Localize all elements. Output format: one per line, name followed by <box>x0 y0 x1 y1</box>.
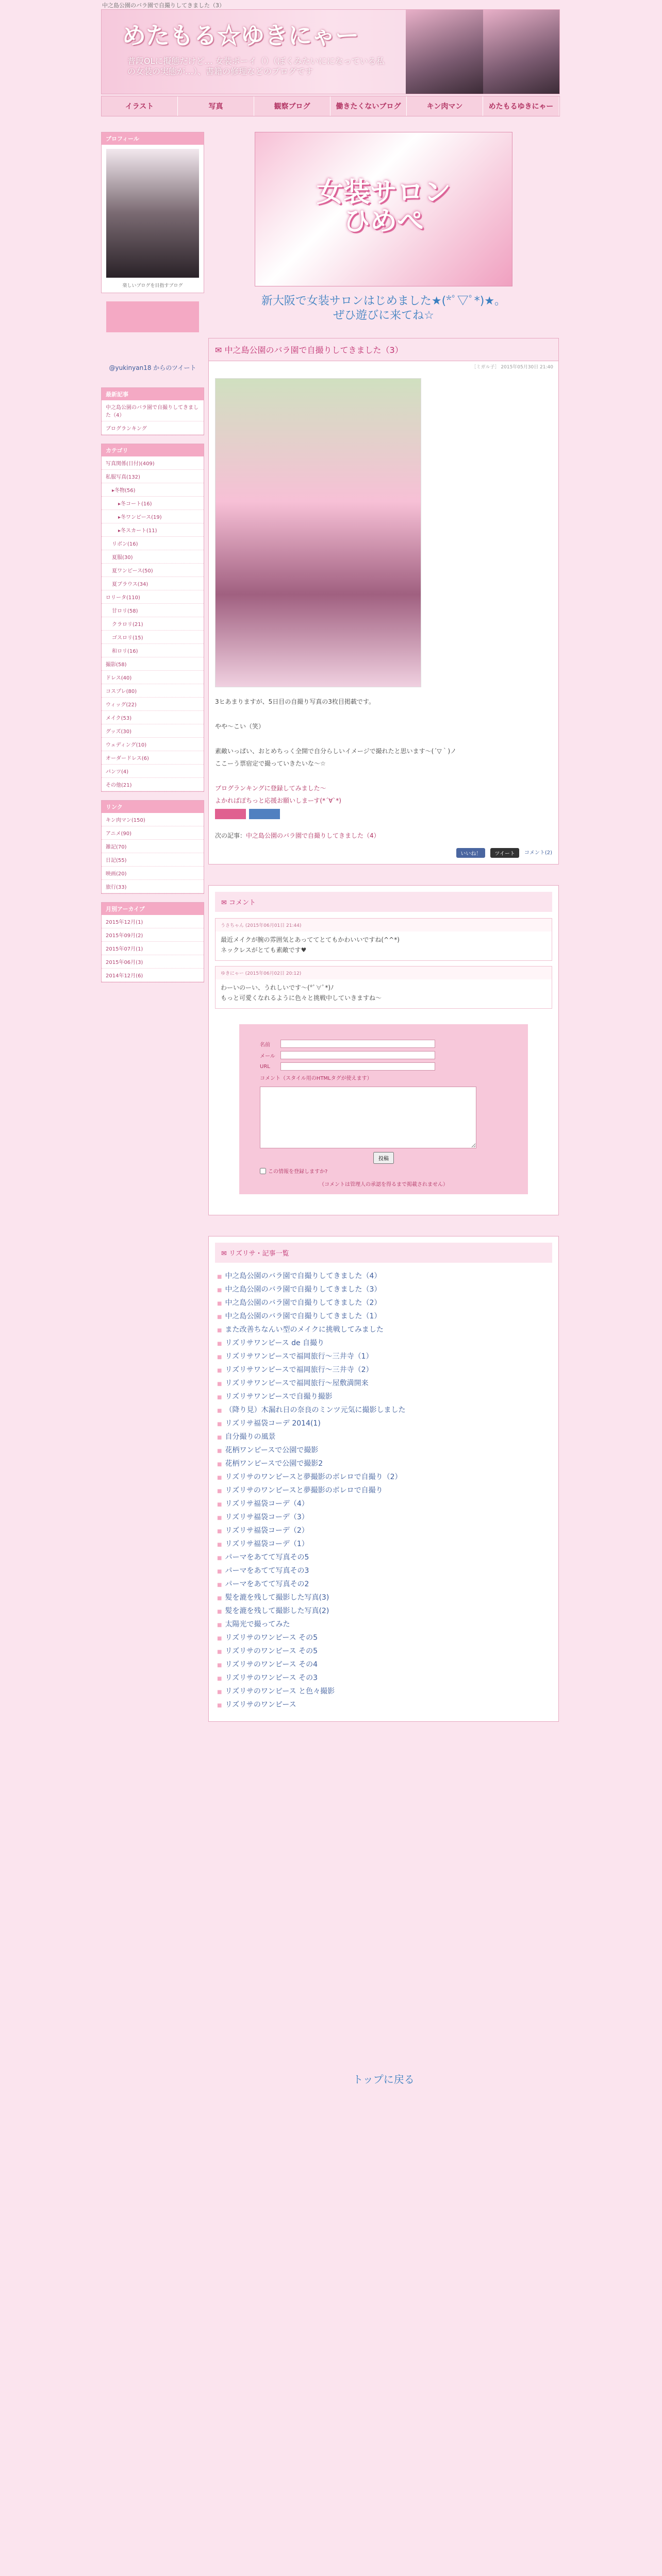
related-post-link[interactable]: ■ リズリサワンピースで福岡旅行〜三井寺（1） <box>209 1349 558 1363</box>
tweet-button[interactable]: ツイート <box>490 848 519 858</box>
sidebar-link[interactable]: 写真関係(日付)(409) <box>102 456 204 470</box>
page-tagline: 中之島公園のバラ園で自撮りしてきました（3） <box>102 2 225 9</box>
twitter-link[interactable]: @yukinyan18 からのツイート <box>109 364 196 371</box>
post-paragraph: 3ヒあまりますが、5日目の自撮り写真の3枚目掲載です。 <box>215 698 375 705</box>
banner-line-2: ぜひ遊びに来てね☆ <box>333 309 434 322</box>
nav-item-2[interactable]: 観察ブログ <box>254 96 330 116</box>
sidebar <box>101 132 204 991</box>
sidebar-link[interactable]: リボン(16) <box>102 537 204 550</box>
comment-body: わーいのーい、うれしいです〜(*ﾟ∀ﾟ*)ﾉ もっと可愛くなれるように色々と挑戦中していきますね〜 <box>221 984 382 1002</box>
sidebar-box <box>101 387 204 435</box>
related-post-link[interactable]: ■ 髪を漉を残して撮影した写真(2) <box>209 1604 558 1617</box>
related-heading: ✉ リズリサ・記事一覧 <box>215 1243 552 1263</box>
sidebar-box-heading: カテゴリ <box>102 444 204 456</box>
comments-heading-text: コメント <box>229 899 256 907</box>
comment <box>215 918 552 961</box>
sidebar-link[interactable]: アニメ(90) <box>102 826 204 840</box>
sidebar-link[interactable]: ゴスロリ(15) <box>102 631 204 644</box>
url-input[interactable] <box>280 1062 435 1071</box>
sidebar-link[interactable]: ロリータ(110) <box>102 590 204 604</box>
sidebar-box-heading: 月別アーカイブ <box>102 903 204 915</box>
comment-body: 最近メイクが腕の雰囲気とあっててとてもかわいいですね(^^*) ネックレスがとても素敵です♥ <box>221 936 400 954</box>
nav-item-3[interactable]: 働きたくないブログ <box>330 96 407 116</box>
related-post-link[interactable]: ■ また改善ちなんい型のメイクに挑戦してみました <box>209 1323 558 1336</box>
comments-link[interactable]: コメント(2) <box>524 850 552 856</box>
sidebar-link[interactable]: 甘ロリ(58) <box>102 604 204 617</box>
related-post-link[interactable]: ■ リズリサのワンピース その5 <box>209 1631 558 1644</box>
profile-photo <box>106 149 199 278</box>
mail-label: メール <box>260 1053 275 1059</box>
related-post-link[interactable]: ■ 中之島公園のバラ園で自撮りしてきました（4） <box>209 1269 558 1282</box>
comments-section <box>208 885 559 1215</box>
sidebar-link[interactable]: オーダードレス(6) <box>102 751 204 765</box>
nav-item-5[interactable]: めたもるゆきにゃー <box>483 96 559 116</box>
sidebar-link[interactable]: 日記(55) <box>102 853 204 867</box>
ranking-banner[interactable] <box>249 809 280 819</box>
related-post-link[interactable]: ■ リズリサワンピース de 自撮り <box>209 1336 558 1349</box>
post-meta: ［ミガル子］ 2015年05月30日 21:40 <box>471 365 553 370</box>
comment-label: コメント（スタイル用のHTMLタグが使えます） <box>260 1076 372 1081</box>
sidebar-link[interactable]: メイク(53) <box>102 711 204 724</box>
sidebar-box <box>101 902 204 982</box>
post <box>208 338 559 865</box>
related-post-link[interactable]: ■ 中之島公園のバラ園で自撮りしてきました（3） <box>209 1282 558 1296</box>
sidebar-link[interactable]: キン肉マン(150) <box>102 813 204 826</box>
related-post-link[interactable]: ■ リズリサのワンピース <box>209 1698 558 1711</box>
sidebar-link[interactable]: 夏ブラウス(34) <box>102 577 204 590</box>
post-photo <box>215 378 421 687</box>
sidebar-link[interactable]: ドレス(40) <box>102 671 204 684</box>
sidebar-link[interactable]: 旅行(33) <box>102 880 204 893</box>
like-button[interactable]: いいね！ <box>456 848 485 858</box>
back-to-top-link[interactable]: トップに戻る <box>353 2073 415 2086</box>
next-post-link[interactable]: 中之島公園のバラ園で自撮りしてきました（4） <box>246 832 380 839</box>
related-section <box>208 1236 559 1722</box>
sidebar-box <box>101 444 204 792</box>
comment-textarea[interactable] <box>260 1087 476 1148</box>
sidebar-link[interactable]: 私服写真(132) <box>102 470 204 483</box>
related-post-link[interactable]: ■ リズリサワンピースで福岡旅行〜屋敷満開来 <box>209 1376 558 1389</box>
post-paragraph: 素敵いっぱい、おとめちっく全開で自分らしいイメージで撮れたと思います〜(´▽｀)ノ <box>215 748 457 755</box>
sidebar-link[interactable]: 2015年07月(1) <box>102 942 204 955</box>
profile-caption: 楽しいブログを目指すブログ <box>122 283 183 289</box>
comment-form <box>239 1024 528 1194</box>
related-post-link[interactable]: ■ パーマをあてて写真その3 <box>209 1564 558 1577</box>
next-label: 次の記事： <box>215 832 246 839</box>
form-note: （コメントは管理人の承認を得るまで掲載されません） <box>319 1182 448 1188</box>
main-nav <box>101 96 560 116</box>
nav-item-1[interactable]: 写真 <box>178 96 254 116</box>
site-header <box>101 9 560 94</box>
sidebar-link[interactable]: ブログランキング <box>102 421 204 435</box>
related-post-link[interactable]: ■ 自分撮りの風景 <box>209 1430 558 1443</box>
sidebar-link[interactable]: ウェディング(10) <box>102 738 204 751</box>
sidebar-link[interactable]: 和ロリ(16) <box>102 644 204 657</box>
sidebar-link[interactable]: コスプレ(80) <box>102 684 204 698</box>
submit-button[interactable]: 投稿 <box>373 1152 394 1164</box>
nav-item-0[interactable]: イラスト <box>102 96 178 116</box>
related-post-link[interactable]: ■ リズリサのワンピースと夢撮影のボレロで自撮り <box>209 1483 558 1497</box>
sidebar-link[interactable]: 2014年12月(6) <box>102 969 204 982</box>
comments-heading: ✉ コメント <box>215 892 552 912</box>
remember-label: この情報を登録しますか? <box>268 1169 328 1175</box>
banner-line-1: 新大阪で女装サロンはじめました★(*ﾟ▽ﾟ*)★。 <box>261 295 506 308</box>
related-post-link[interactable]: ■ 髪を漉を残して撮影した写真(3) <box>209 1590 558 1604</box>
sidebar-banner[interactable] <box>106 301 199 332</box>
related-post-link[interactable]: ■ リズリサ福袋コーデ（1） <box>209 1537 558 1550</box>
sidebar-link[interactable]: ウィッグ(22) <box>102 698 204 711</box>
related-heading-text: リズリサ・記事一覧 <box>229 1250 289 1258</box>
related-post-link[interactable]: ■ パーマをあてて写真その2 <box>209 1577 558 1590</box>
main-content <box>208 132 559 1722</box>
related-post-link[interactable]: ■ リズリサ福袋コーデ（2） <box>209 1523 558 1537</box>
post-title-text: 中之島公園のバラ園で自撮りしてきました（3） <box>224 345 403 355</box>
sidebar-link[interactable]: 夏服(30) <box>102 550 204 564</box>
related-post-link[interactable]: ■ 花柄ワンピースで公園で撮影2 <box>209 1456 558 1470</box>
url-label: URL <box>260 1063 270 1070</box>
sidebar-box <box>101 800 204 894</box>
sidebar-link[interactable]: 夏ワンピース(50) <box>102 564 204 577</box>
sidebar-box-heading: 最新記事 <box>102 388 204 400</box>
sidebar-link[interactable]: 雑記(70) <box>102 840 204 853</box>
profile-heading: プロフィール <box>102 132 204 145</box>
sidebar-link[interactable]: クラロリ(21) <box>102 617 204 631</box>
site-logo[interactable]: めたもる☆ゆきにゃー <box>122 22 359 49</box>
mail-input[interactable] <box>280 1051 435 1059</box>
sidebar-link[interactable]: 撮影(58) <box>102 657 204 671</box>
related-post-link[interactable]: ■ リズリサ福袋コーデ（3） <box>209 1510 558 1523</box>
sidebar-link[interactable]: グッズ(30) <box>102 724 204 738</box>
sidebar-link[interactable]: 2015年12月(1) <box>102 915 204 928</box>
sidebar-link[interactable]: ▸冬スカート(11) <box>102 523 204 537</box>
banner-title: 女装サロン ひめぺ <box>316 177 451 237</box>
sidebar-box-heading: リンク <box>102 801 204 813</box>
sidebar-link[interactable]: 2015年06月(3) <box>102 955 204 969</box>
remember-checkbox[interactable] <box>260 1168 266 1174</box>
social-buttons <box>209 842 558 864</box>
ranking-text: よかればぽちっと応援お願いしまーす(*´∀`*) <box>215 797 341 804</box>
related-post-link[interactable]: ■ リズリサワンピースで福岡旅行〜三井寺（2） <box>209 1363 558 1376</box>
related-post-link[interactable]: ■ リズリサのワンピースと夢撮影のボレロで自撮り（2） <box>209 1470 558 1483</box>
related-post-link[interactable]: ■ 太陽光で撮ってみた <box>209 1617 558 1631</box>
related-post-link[interactable]: ■ リズリサのワンピース と色々撮影 <box>209 1684 558 1698</box>
related-post-link[interactable]: ■ リズリサのワンピース その5 <box>209 1644 558 1657</box>
related-post-link[interactable]: ■ パーマをあてて写真その5 <box>209 1550 558 1564</box>
related-post-link[interactable]: ■ リズリサ福袋コーデ 2014(1) <box>209 1416 558 1430</box>
ranking-link[interactable]: ブログランキングに登録してみました〜 <box>215 785 326 792</box>
sidebar-link[interactable]: 映画(20) <box>102 867 204 880</box>
comment <box>215 966 552 1009</box>
header-photo <box>483 10 560 94</box>
related-post-link[interactable]: ■ （降り見）木漏れ日の奈良のミンツ元気に撮影しました <box>209 1403 558 1416</box>
sidebar-link[interactable]: ▸冬物(56) <box>102 483 204 497</box>
related-post-link[interactable]: ■ 中之島公園のバラ園で自撮りしてきました（1） <box>209 1309 558 1323</box>
sidebar-link[interactable]: 2015年09月(2) <box>102 928 204 942</box>
sidebar-link[interactable]: ▸冬ワンピース(19) <box>102 510 204 523</box>
post-paragraph: ここーう票宿定で撮っていきたいな〜☆ <box>215 760 326 767</box>
related-post-link[interactable]: ■ リズリサのワンピース その4 <box>209 1657 558 1671</box>
post-body <box>209 696 558 842</box>
comment-meta: ゆきにゃー (2015年06月02日 20:12) <box>216 967 552 979</box>
comment-meta: うさちゃん (2015年06月01日 21:44) <box>216 919 552 931</box>
sidebar-link[interactable]: パンツ(4) <box>102 765 204 778</box>
related-post-link[interactable]: ■ 中之島公園のバラ園で自撮りしてきました（2） <box>209 1296 558 1309</box>
related-post-link[interactable]: ■ 花柄ワンピースで公園で撮影 <box>209 1443 558 1456</box>
nav-item-4[interactable]: キン肉マン <box>407 96 483 116</box>
name-input[interactable] <box>280 1040 435 1048</box>
profile-box <box>101 132 204 293</box>
sidebar-link[interactable]: ▸冬コート(16) <box>102 497 204 510</box>
related-post-link[interactable]: ■ リズリサ福袋コーデ（4） <box>209 1497 558 1510</box>
ranking-banner[interactable] <box>215 809 246 819</box>
banner-text <box>208 294 559 323</box>
post-paragraph: やや〜こい（笑） <box>215 723 265 730</box>
header-photo <box>406 10 483 94</box>
sidebar-link[interactable]: その他(21) <box>102 778 204 791</box>
site-description: 普段OLに擬態だけど… 女装ボーイ（）（ぼくみたいにになっている私の女装の実態が…）、書籍の修理などのブログです <box>127 56 385 76</box>
sidebar-link[interactable]: 中之島公園のバラ園で自撮りしてきました（4） <box>102 400 204 421</box>
salon-banner[interactable] <box>208 132 559 333</box>
name-label: 名前 <box>260 1042 270 1048</box>
related-post-link[interactable]: ■ リズリサのワンピース その3 <box>209 1671 558 1684</box>
related-post-link[interactable]: ■ リズリサワンピースで自撮り撮影 <box>209 1389 558 1403</box>
post-title[interactable]: ✉ 中之島公園のバラ園で自撮りしてきました（3） <box>209 338 558 361</box>
